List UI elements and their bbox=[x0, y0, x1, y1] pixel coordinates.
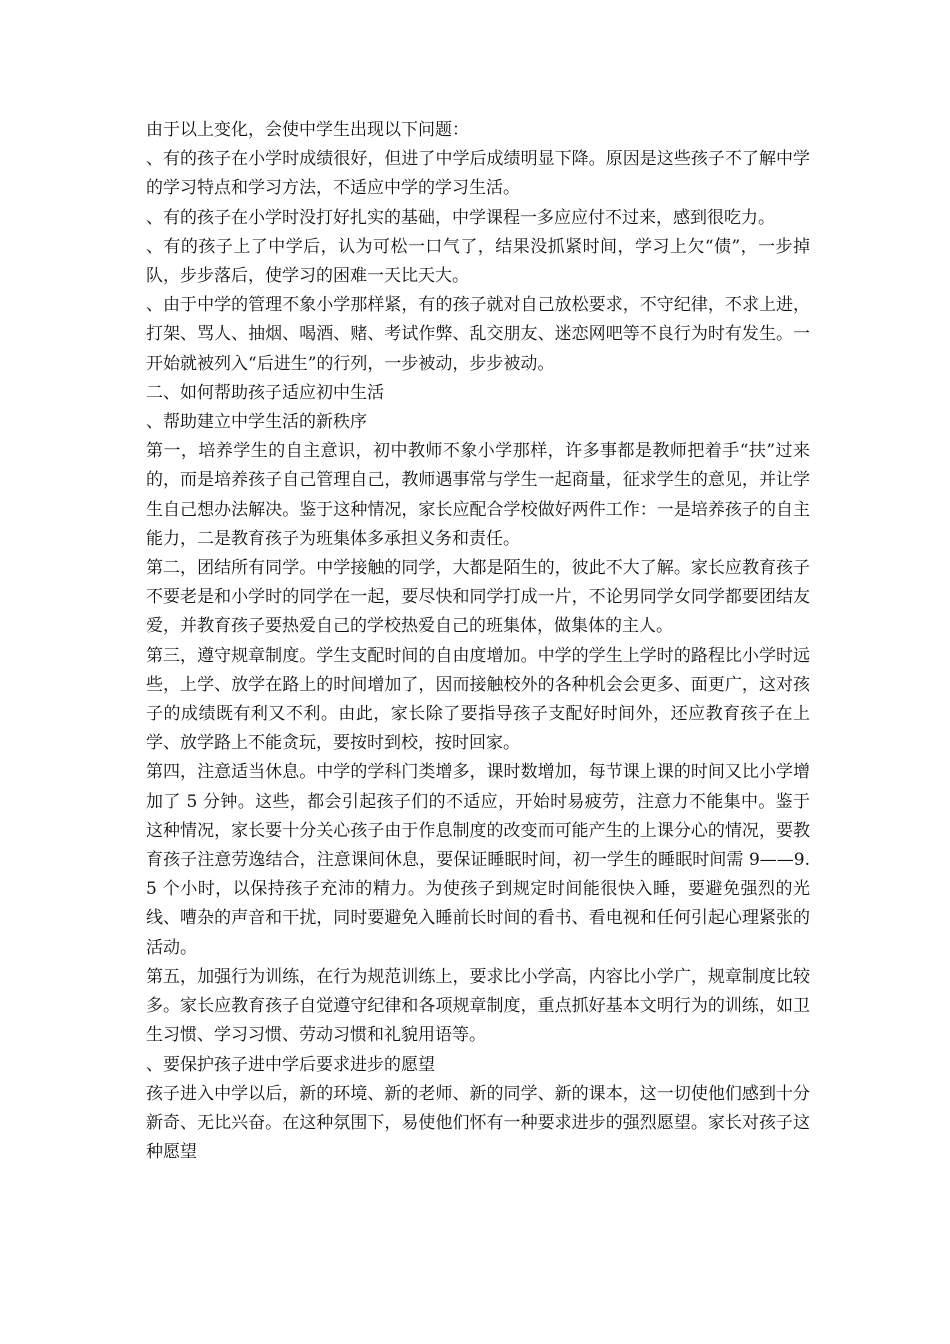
section-heading-2: 二、如何帮助孩子适应初中生活 bbox=[146, 382, 384, 403]
paragraph-problem-4: 、由于中学的管理不象小学那样紧，有的孩子就对自己放松要求，不守纪律，不求上进，打架、骂人、抽烟、喝酒、赌、考试作弊、乱交朋友、迷恋网吧等不良行为时有发生。一开始就被列入“后进生”的行列，一步被动，步步被动。 bbox=[146, 295, 810, 374]
paragraph-problem-3: 、有的孩子上了中学后，认为可松一口气了，结果没抓紧时间，学习上欠“债”，一步掉队，步步落后，使学习的困难一天比天大。 bbox=[146, 236, 810, 287]
paragraph-fifth: 第五，加强行为训练，在行为规范训练上，要求比小学高，内容比小学广，规章制度比较多。家长应教育孩子自觉遵守纪律和各项规章制度，重点抓好基本文明行为的训练，如卫生习惯、学习习惯、劳动习惯和礼貌用语等。 bbox=[146, 966, 810, 1046]
subheading-protect-wish: 、要保护孩子进中学后要求进步的愿望 bbox=[146, 1054, 435, 1075]
paragraph-closing: 孩子进入中学以后，新的环境、新的老师、新的同学、新的课本，这一切使他们感到十分新奇、无比兴奋。在这种氛围下，易使他们怀有一种要求进步的强烈愿望。家长对孩子这种愿望 bbox=[146, 1083, 810, 1163]
paragraph-third: 第三，遵守规章制度。学生支配时间的自由度增加。中学的学生上学时的路程比小学时远些，上学、放学在路上的时间增加了，因而接触校外的各种机会会更多、面更广，这对孩子的成绩既有利又不利。由此，家长除了要指导孩子支配好时间外，还应教育孩子在上学、放学路上不能贪玩，要按时到校，按时回家。 bbox=[146, 645, 810, 754]
paragraph-fourth: 第四，注意适当休息。中学的学科门类增多，课时数增加，每节课上课的时间又比小学增加了 5 分钟。这些，都会引起孩子们的不适应，开始时易疲劳，注意力不能集中。鉴于这种情况，家长要十分关心孩子由于作息制度的改变而可能产生的上课分心的情况，要教育孩子注意劳逸结合，注意课间休息，要保证睡眠时间，初一学生的睡眠时间需 9——9.5 个小时，以保持孩子充沛的精力。为使孩子到规定时间能很快入睡，要避免强烈的光线、嘈杂的声音和干扰，同时要避免入睡前长时间的看书、看电视和任何引起心理紧张的活动。 bbox=[146, 762, 810, 958]
paragraph-first: 第一，培养学生的自主意识，初中教师不象小学那样，许多事都是教师把着手“扶”过来的，而是培养孩子自己管理自己，教师遇事常与学生一起商量，征求学生的意见，并让学生自己想办法解决。鉴于这种情况，家长应配合学校做好两件工作：一是培养孩子的自主能力，二是教育孩子为班集体多承担义务和责任。 bbox=[146, 441, 810, 549]
paragraph-intro: 由于以上变化，会使中学生出现以下问题： bbox=[146, 120, 469, 140]
subheading-new-order: 、帮助建立中学生活的新秩序 bbox=[146, 412, 367, 433]
paragraph-second: 第二，团结所有同学。中学接触的同学，大都是陌生的，彼此不大了解。家长应教育孩子不要老是和小学时的同学在一起，要尽快和同学打成一片，不论男同学女同学都要团结友爱，并教育孩子要热爱自己的学校热爱自己的班集体，做集体的主人。 bbox=[146, 558, 810, 637]
document-body bbox=[146, 116, 810, 1167]
paragraph-problem-1: 、有的孩子在小学时成绩很好，但进了中学后成绩明显下降。原因是这些孩子不了解中学的学习特点和学习方法，不适应中学的学习生活。 bbox=[146, 149, 810, 199]
paragraph-problem-2: 、有的孩子在小学时没打好扎实的基础，中学课程一多应应付不过来，感到很吃力。 bbox=[146, 207, 775, 228]
